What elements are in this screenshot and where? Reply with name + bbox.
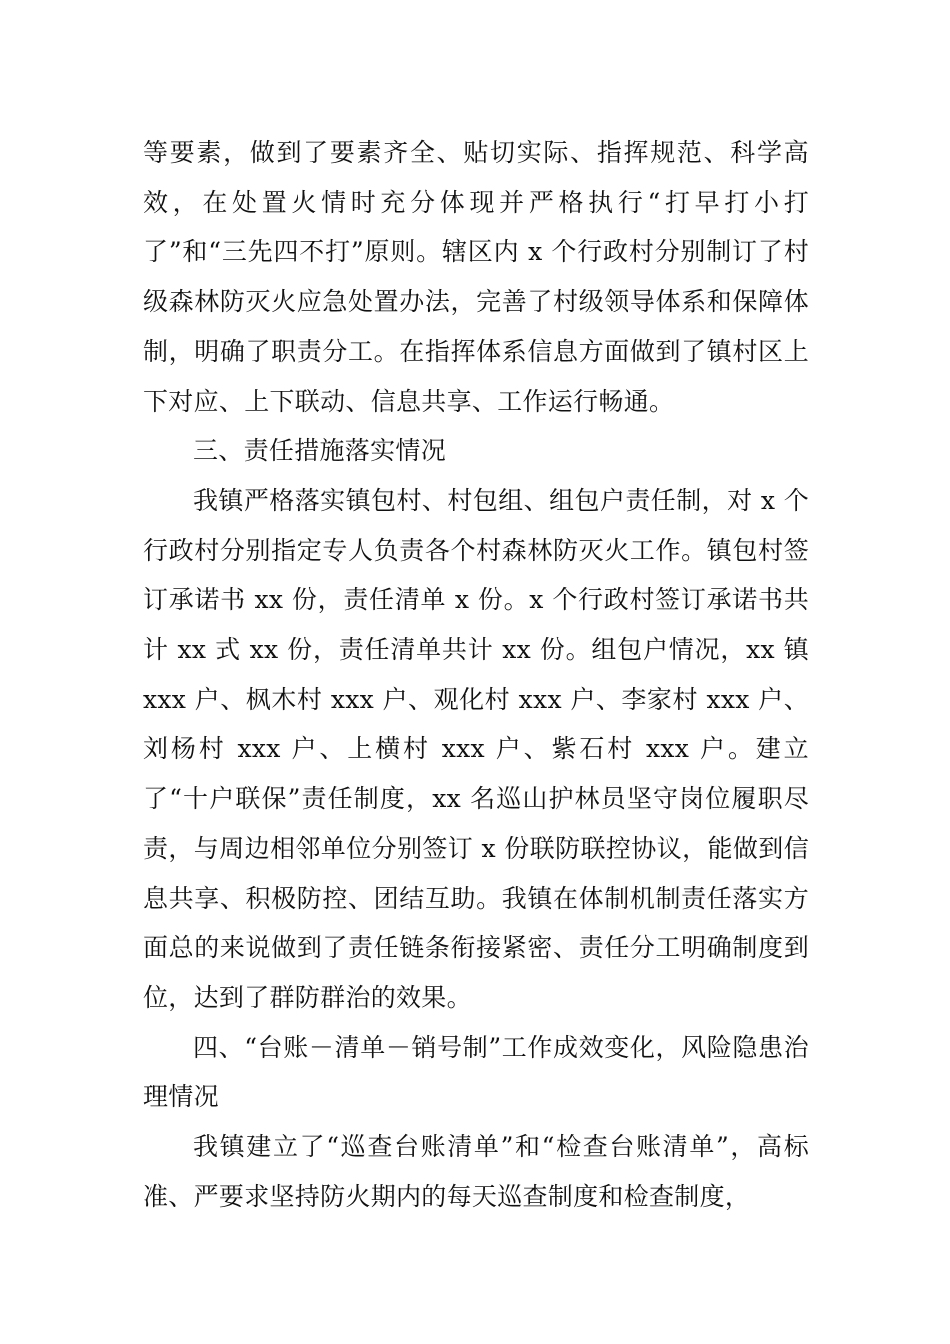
paragraph-inspection: 我镇建立了“巡查台账清单”和“检查台账清单”，高标准、严要求坚持防火期内的每天巡查制度和检查制度， — [143, 1132, 809, 1211]
section-heading-4: 四、“台账－清单－销号制”工作成效变化，风险隐患治理情况 — [143, 1032, 809, 1112]
section-heading-3: 三、责任措施落实情况 — [193, 436, 447, 466]
paragraph-responsibility: 我镇严格落实镇包村、村包组、组包户责任制，对 x 个行政村分别指定专人负责各个村森林防灭火工作。镇包村签订承诺书 xx 份，责任清单 x 份。x 个行政村签订承诺书共计 xx 式 xx 份，责任清单共计 xx 份。组包户情况，xx 镇 xxx 户、枫木村 xxx 户、观化村 xxx 户、李家村 xxx 户、刘杨村 xxx 户、上横村 xxx 户、紫石村 xxx 户。建立了“十户联保”责任制度，xx 名巡山护林员坚守岗位履职尽责，与周边相邻单位分别签订 x 份联防联控协议，能做到信息共享、积极防控、团结互助。我镇在体制机制责任落实方面总的来说做到了责任链条衔接紧密、责任分工明确制度到位，达到了群防群治的效果。 — [143, 485, 809, 1012]
paragraph-intro-continuation: 等要素，做到了要素齐全、贴切实际、指挥规范、科学高效，在处置火情时充分体现并严格执行“打早打小打了”和“三先四不打”原则。辖区内 x 个行政村分别制订了村级森林防灭火应急处置办法，完善了村级领导体系和保障体制，明确了职责分工。在指挥体系信息方面做到了镇村区上下对应、上下联动、信息共享、工作运行畅通。 — [143, 138, 809, 416]
document-body — [143, 128, 809, 1221]
